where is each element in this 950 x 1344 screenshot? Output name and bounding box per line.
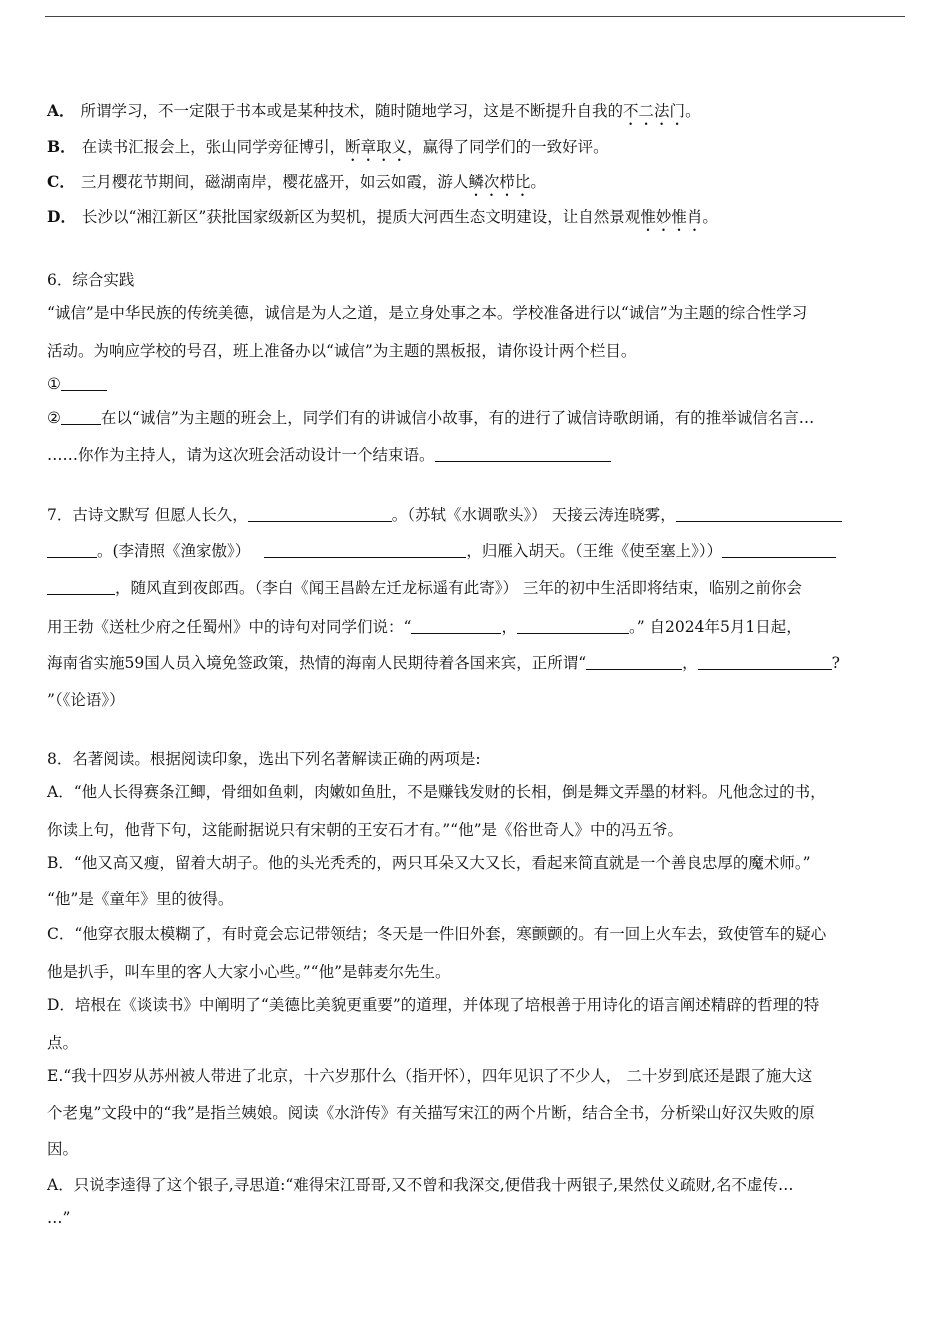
answer-blank[interactable] — [47, 578, 115, 595]
q8-option-e-line-1: E.“我十四岁从苏州被人带进了北京，十六岁那什么（指开怀），四年见识了不少人， 二十岁到底还是跟了施大这 — [47, 1067, 813, 1085]
q7-line-1 — [47, 505, 907, 525]
header-rule — [45, 16, 905, 17]
text: ? — [831, 654, 840, 672]
item-marker: ② — [47, 409, 61, 427]
q8-option-d-line-1: D．培根在《谈读书》中阐明了“美德比美貌更重要”的道理，并体现了培根善于用诗化的语言阐述精辟的哲理的特 — [47, 996, 820, 1014]
dotted-phrase: 惟妙惟肖 — [640, 208, 703, 226]
q7-line-6: ”（《论语》） — [47, 691, 125, 709]
answer-blank[interactable] — [586, 653, 682, 670]
answer-blank[interactable] — [698, 653, 832, 670]
text: ， — [682, 654, 698, 672]
q8-option-e-line-2: 个老鬼”文段中的“我”是指兰姨娘。阅读《水浒传》有关描写宋江的两个片断，结合全书，分析梁山好汉失败的原 — [47, 1104, 815, 1122]
answer-blank[interactable] — [517, 617, 629, 634]
item-marker: ① — [47, 375, 61, 393]
option-text: 所谓学习，不一定限于书本或是某种技术，随时随地学习，这是不断提升自我的 — [80, 102, 624, 120]
option-label: A． — [47, 101, 75, 120]
text: ， — [501, 618, 517, 636]
item-text: 在以“诚信”为主题的班会上，同学们有的讲诚信小故事，有的进行了诚信诗歌朗诵，有的推举诚信名言… — [100, 409, 815, 427]
dotted-phrase: 断章取义 — [345, 138, 408, 156]
q7-line-4 — [47, 617, 907, 637]
q6-prompt-line-1: “诚信”是中华民族的传统美德，诚信是为人之道，是立身处事之本。学校准备进行以“诚信”为主题的综合性学习 — [47, 304, 808, 322]
dotted-phrase: 不二法门 — [623, 102, 686, 120]
answer-blank[interactable] — [61, 374, 107, 391]
option-label: D． — [47, 207, 76, 226]
q6-prompt-line-2: 活动。为响应学校的号召，班上准备办以“诚信”为主题的黑板报，请你设计两个栏目。 — [47, 342, 637, 360]
q7-line-5 — [47, 653, 907, 673]
option-label: C． — [47, 172, 75, 191]
option-end: ，赢得了同学们的一致好评。 — [407, 138, 609, 156]
text: 。(李清照《渔家傲》） — [97, 542, 251, 560]
q5-option-c — [47, 172, 907, 200]
option-end: 。 — [530, 173, 546, 191]
answer-blank[interactable] — [264, 541, 466, 558]
answer-blank[interactable] — [47, 541, 97, 558]
q6-title: 6．综合实践 — [47, 271, 135, 289]
option-text: 三月樱花节期间，磁湖南岸，樱花盛开，如云如霞，游人 — [80, 173, 469, 191]
text: 海南省实施59国人员入境免签政策，热情的海南人民期待着各国来宾，正所谓“ — [47, 654, 587, 672]
text: 7．古诗文默写 但愿人长久， — [47, 506, 248, 524]
text: ，归雁入胡天。（王维《使至塞上》）） — [466, 542, 723, 560]
text: 用王勃《送杜少府之任蜀州》中的诗句对同学们说：“ — [47, 618, 412, 636]
option-end: 。 — [702, 208, 718, 226]
q7-line-2 — [47, 541, 907, 561]
q8-title: 8．名著阅读。根据阅读印象，选出下列名著解读正确的两项是: — [47, 750, 481, 768]
answer-blank[interactable] — [248, 505, 392, 522]
q5-option-a — [47, 101, 907, 129]
answer-blank[interactable] — [411, 617, 501, 634]
option-label: B． — [47, 137, 76, 156]
q8-option-e-line-3: 因。 — [47, 1140, 79, 1158]
q8-excerpt-line-1: A．只说李逵得了这个银子,寻思道:“难得宋江哥哥,又不曾和我深交,便借我十两银子,果然仗义疏财,名不虚传… — [47, 1176, 794, 1194]
q8-option-c-line-2: 他是扒手，叫车里的客人大家小心些。”“他”是韩麦尔先生。 — [47, 963, 451, 981]
q8-option-a-line-1: A．“他人长得赛条江鲫，骨细如鱼刺，肉嫩如鱼肚，不是赚钱发财的长相，倒是舞文弄墨的材料。凡他念过的书， — [47, 783, 826, 801]
q8-option-b-line-1: B．“他又高又瘦，留着大胡子。他的头光秃秃的，两只耳朵又大又长，看起来简直就是一个善良忠厚的魔术师。” — [47, 854, 811, 872]
q6-item-2 — [47, 408, 907, 428]
q7-line-3 — [47, 578, 907, 598]
option-end: 。 — [685, 102, 701, 120]
text: 。（苏轼《水调歌头》） 天接云涛连晓雾， — [391, 506, 676, 524]
option-text: 在读书汇报会上，张山同学旁征博引， — [81, 138, 346, 156]
q8-option-d-line-2: 点。 — [47, 1034, 79, 1052]
q5-option-d — [47, 207, 907, 235]
option-text: 长沙以“湘江新区”获批国家级新区为契机，提质大河西生态文明建设，让自然景观 — [81, 208, 641, 226]
q8-option-b-line-2: “他”是《童年》里的彼得。 — [47, 890, 234, 908]
q8-option-a-line-2: 你读上句，他背下句，这能耐据说只有宋朝的王安石才有。”“他”是《俗世奇人》中的冯五爷。 — [47, 821, 684, 839]
text: 。” 自2024年5月1日起， — [628, 618, 802, 636]
text: ，随风直到夜郎西。（李白《闻王昌龄左迁龙标遥有此寄》） 三年的初中生活即将结束，临别之前你会 — [115, 579, 802, 597]
q8-excerpt-line-2: …” — [47, 1209, 71, 1227]
answer-blank[interactable] — [61, 408, 101, 425]
q5-option-b — [47, 137, 907, 165]
q8-option-c-line-1: C．“他穿衣服太模糊了，有时竟会忘记带领结；冬天是一件旧外套，寒颤颤的。有一回上火车去，致使管车的疑心 — [47, 925, 827, 943]
dotted-phrase: 鳞次栉比 — [468, 173, 531, 191]
answer-blank[interactable] — [435, 445, 611, 462]
q6-closing-line — [47, 445, 907, 465]
answer-blank[interactable] — [676, 505, 842, 522]
answer-blank[interactable] — [722, 541, 836, 558]
q6-item-1 — [47, 374, 907, 394]
prompt-text: ……你作为主持人，请为这次班会活动设计一个结束语。 — [47, 446, 435, 464]
